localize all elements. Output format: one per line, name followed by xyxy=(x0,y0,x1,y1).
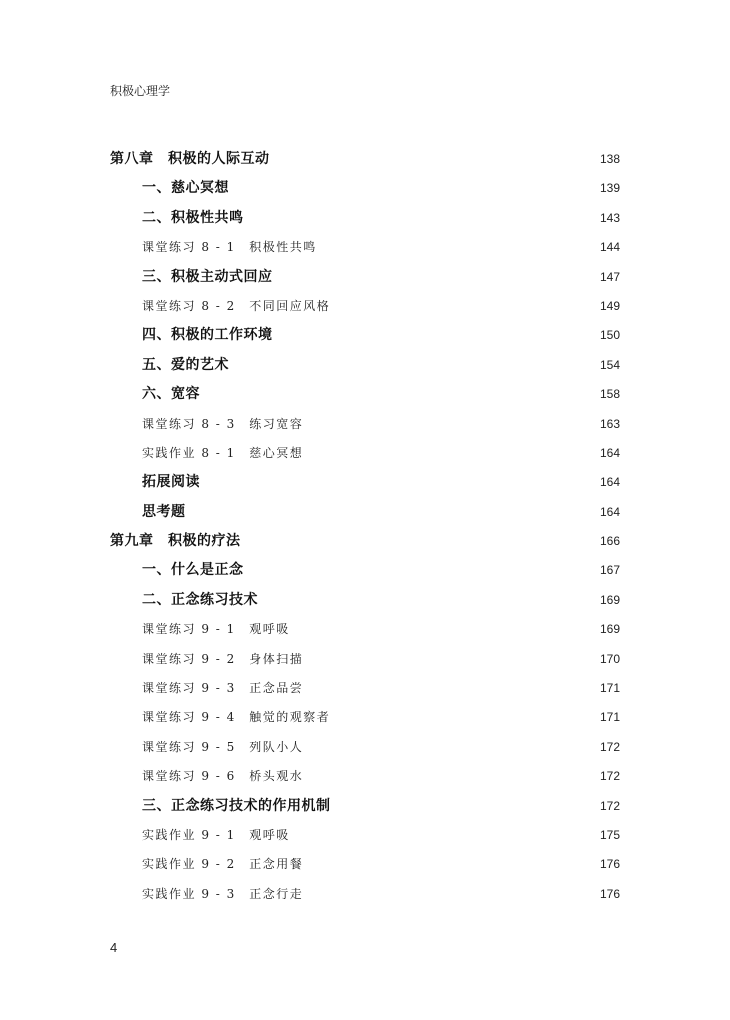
toc-exercise-row xyxy=(0,762,730,791)
toc-entry-page: 175 xyxy=(599,827,620,842)
toc-entry-page: 176 xyxy=(599,857,620,872)
toc-exercise-row xyxy=(0,674,730,703)
toc-exercise-row xyxy=(0,821,730,850)
toc-entry-page: 166 xyxy=(599,534,620,549)
running-header: 积极心理学 xyxy=(110,84,171,98)
table-of-contents xyxy=(0,145,730,909)
toc-entry-page: 138 xyxy=(599,152,620,166)
toc-entry-title: 第九章 积极的疗法 xyxy=(110,533,241,550)
toc-entry-title: 拓展阅读 xyxy=(142,474,200,491)
toc-section-row xyxy=(0,263,730,292)
toc-entry-title: 二、积极性共鸣 xyxy=(142,209,244,226)
toc-exercise-row xyxy=(0,880,730,909)
toc-exercise-row xyxy=(0,733,730,762)
toc-entry-page: 149 xyxy=(599,298,620,313)
toc-section-row xyxy=(0,321,730,350)
toc-entry-title: 一、什么是正念 xyxy=(142,562,244,579)
toc-chapter-row xyxy=(0,527,730,556)
toc-entry-page: 158 xyxy=(599,387,620,402)
toc-entry-title: 课堂练习 9 - 6 桥头观水 xyxy=(142,769,304,784)
page-number: 4 xyxy=(110,940,118,955)
toc-entry-page: 169 xyxy=(599,592,620,607)
toc-exercise-row xyxy=(0,233,730,262)
toc-entry-page: 154 xyxy=(599,357,620,372)
toc-entry-title: 实践作业 9 - 2 正念用餐 xyxy=(142,857,304,872)
toc-exercise-row xyxy=(0,615,730,644)
toc-entry-title: 二、正念练习技术 xyxy=(142,591,258,608)
toc-entry-title: 六、宽容 xyxy=(142,386,200,403)
toc-section-row xyxy=(0,792,730,821)
toc-entry-title: 五、爱的艺术 xyxy=(142,356,229,373)
toc-entry-title: 课堂练习 9 - 4 触觉的观察者 xyxy=(142,710,331,725)
toc-entry-page: 167 xyxy=(599,563,620,578)
toc-entry-page: 139 xyxy=(599,181,620,196)
toc-entry-page: 172 xyxy=(599,769,620,784)
toc-exercise-row xyxy=(0,645,730,674)
toc-chapter-row xyxy=(0,145,730,174)
toc-section-row xyxy=(0,174,730,203)
toc-exercise-row xyxy=(0,703,730,732)
toc-entry-page: 171 xyxy=(599,710,620,725)
toc-entry-page: 172 xyxy=(599,739,620,754)
toc-entry-page: 164 xyxy=(599,445,620,460)
toc-entry-title: 课堂练习 9 - 3 正念品尝 xyxy=(142,681,304,696)
toc-entry-page: 172 xyxy=(599,798,620,813)
toc-section-row xyxy=(0,556,730,585)
toc-section-row xyxy=(0,468,730,497)
toc-exercise-row xyxy=(0,850,730,879)
toc-entry-title: 课堂练习 9 - 2 身体扫描 xyxy=(142,651,304,666)
toc-entry-page: 176 xyxy=(599,886,620,901)
toc-entry-page: 143 xyxy=(599,210,620,225)
toc-entry-title: 课堂练习 9 - 1 观呼吸 xyxy=(142,622,290,637)
toc-entry-title: 思考题 xyxy=(142,503,186,520)
toc-entry-title: 第八章 积极的人际互动 xyxy=(110,151,270,167)
toc-entry-title: 课堂练习 9 - 5 列队小人 xyxy=(142,739,304,754)
toc-entry-page: 170 xyxy=(599,651,620,666)
toc-entry-title: 四、积极的工作环境 xyxy=(142,327,273,344)
toc-entry-title: 实践作业 9 - 1 观呼吸 xyxy=(142,827,290,842)
toc-exercise-row xyxy=(0,439,730,468)
toc-entry-title: 课堂练习 8 - 1 积极性共鸣 xyxy=(142,240,317,255)
toc-entry-title: 课堂练习 8 - 2 不同回应风格 xyxy=(142,298,331,313)
toc-entry-page: 147 xyxy=(599,269,620,284)
toc-exercise-row xyxy=(0,292,730,321)
toc-section-row xyxy=(0,351,730,380)
toc-section-row xyxy=(0,380,730,409)
toc-exercise-row xyxy=(0,410,730,439)
toc-entry-page: 163 xyxy=(599,416,620,431)
toc-entry-page: 144 xyxy=(599,240,620,255)
toc-entry-title: 一、慈心冥想 xyxy=(142,180,229,197)
toc-entry-title: 三、正念练习技术的作用机制 xyxy=(142,797,331,814)
toc-section-row xyxy=(0,586,730,615)
toc-entry-page: 171 xyxy=(599,681,620,696)
toc-entry-title: 实践作业 9 - 3 正念行走 xyxy=(142,886,304,901)
toc-entry-page: 164 xyxy=(599,475,620,490)
toc-entry-page: 169 xyxy=(599,622,620,637)
toc-entry-page: 164 xyxy=(599,504,620,519)
toc-entry-title: 三、积极主动式回应 xyxy=(142,268,273,285)
toc-section-row xyxy=(0,204,730,233)
toc-entry-title: 课堂练习 8 - 3 练习宽容 xyxy=(142,416,304,431)
toc-section-row xyxy=(0,498,730,527)
toc-entry-page: 150 xyxy=(599,328,620,343)
toc-entry-title: 实践作业 8 - 1 慈心冥想 xyxy=(142,445,304,460)
